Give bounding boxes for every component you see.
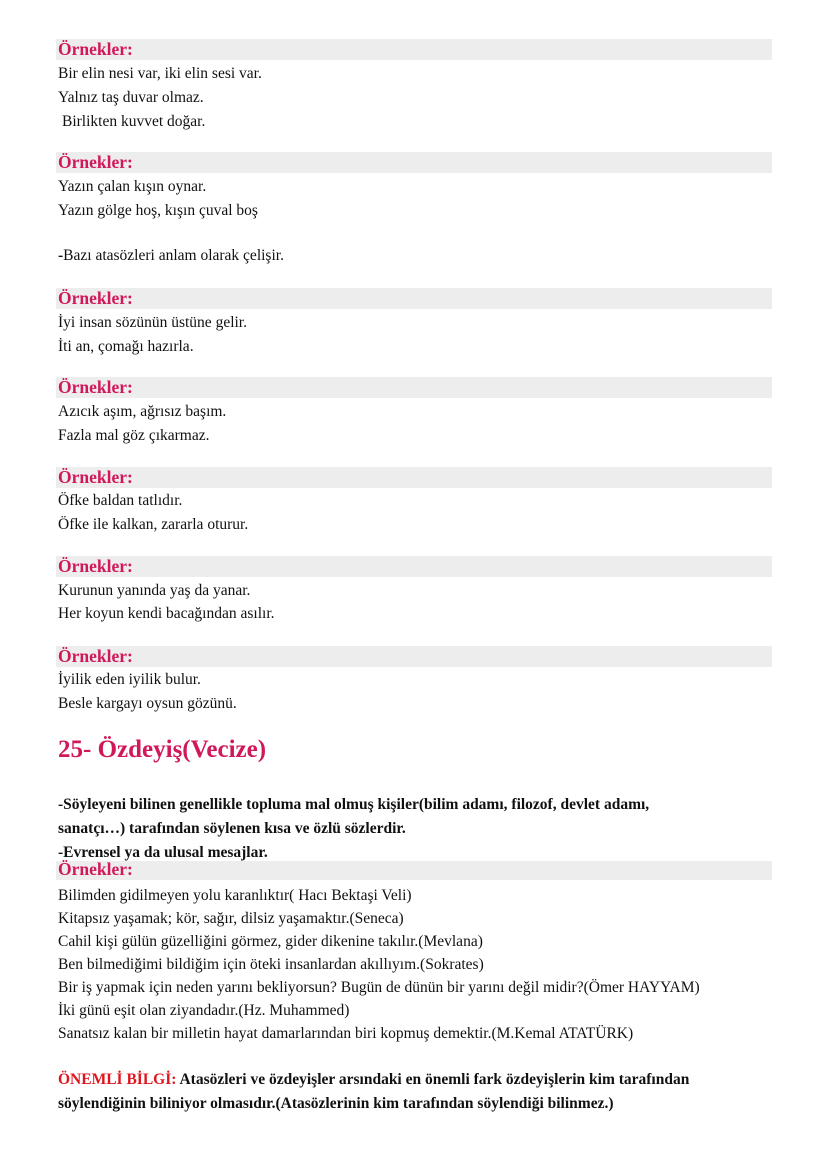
contradiction-note (58, 246, 284, 266)
examples-label: Örnekler: (58, 377, 133, 397)
examples-label: Örnekler: (58, 288, 133, 308)
proverb-line: İyilik eden iyilik bulur. (58, 671, 201, 688)
proverb-line: Öfke baldan tatlıdır. (58, 492, 183, 509)
proverb-line: Azıcık aşım, ağrısız başım. (58, 403, 227, 420)
proverb-line: Her koyun kendi bacağından asılır. (58, 605, 275, 622)
quote-line: Kitapsız yaşamak; kör, sağır, dilsiz yaşamaktır.(Seneca) (58, 910, 404, 927)
examples-label: Örnekler: (58, 859, 133, 879)
proverb-line: Besle kargayı oysun gözünü. (58, 695, 237, 712)
quote-line: Cahil kişi gülün güzelliğini görmez, gider dikenine takılır.(Mevlana) (58, 933, 483, 950)
quote-line: İki günü eşit olan ziyandadır.(Hz. Muhammed) (58, 1002, 350, 1019)
proverb-line: Birlikten kuvvet doğar. (62, 113, 206, 130)
quote-line: Ben bilmediğimi bildiğim için öteki insanlardan akıllıyım.(Sokrates) (58, 956, 484, 973)
examples-band (56, 556, 772, 577)
quote-line: Bir iş yapmak için neden yarını bekliyorsun? Bugün de dünün bir yarını değil midir?(Ömer HAYYAM) (58, 979, 700, 996)
definition-line: sanatçı…) tarafından söylenen kısa ve özlü sözlerdir. (58, 820, 406, 837)
important-info-label: ÖNEMLİ BİLGİ: (58, 1071, 177, 1088)
proverb-line: İti an, çomağı hazırla. (58, 338, 194, 355)
quote-line: Sanatsız kalan bir milletin hayat damarlarından biri kopmuş demektir.(M.Kemal ATATÜRK) (58, 1025, 634, 1042)
proverb-line: Yazın gölge hoş, kışın çuval boş (58, 202, 258, 219)
examples-label: Örnekler: (58, 467, 133, 487)
examples-band (56, 39, 772, 60)
definition-line: -Evrensel ya da ulusal mesajlar. (58, 844, 268, 861)
proverb-line: Kurunun yanında yaş da yanar. (58, 582, 251, 599)
proverb-line: Fazla mal göz çıkarmaz. (58, 427, 210, 444)
quote-line: Bilimden gidilmeyen yolu karanlıktır( Hacı Bektaşi Veli) (58, 887, 412, 904)
proverb-line: Yazın çalan kışın oynar. (58, 178, 207, 195)
proverb-line: İyi insan sözünün üstüne gelir. (58, 314, 247, 331)
examples-band (56, 288, 772, 309)
examples-label: Örnekler: (58, 152, 133, 172)
proverb-line: Öfke ile kalkan, zararla oturur. (58, 516, 249, 533)
note-dash: - (58, 247, 64, 264)
important-info-line: söylendiğinin biliniyor olmasıdır.(Atasözlerinin kim tarafından söylendiği bilinmez.) (58, 1095, 614, 1112)
examples-label: Örnekler: (58, 39, 133, 59)
note-text: Bazı atasözleri anlam olarak çelişir. (63, 247, 284, 264)
examples-band (56, 861, 772, 880)
section-heading: 25- Özdeyiş(Vecize) (58, 736, 267, 763)
examples-band (56, 152, 772, 173)
examples-band (56, 467, 772, 488)
definition-line: -Söyleyeni bilinen genellikle topluma mal olmuş kişiler(bilim adamı, filozof, devlet adamı, (58, 796, 650, 813)
important-info-text: Atasözleri ve özdeyişler arsındaki en önemli fark özdeyişlerin kim tarafından (176, 1071, 690, 1088)
proverb-line: Yalnız taş duvar olmaz. (58, 89, 204, 106)
examples-band (56, 646, 772, 667)
proverb-line: Bir elin nesi var, iki elin sesi var. (58, 65, 262, 82)
important-info (58, 1070, 689, 1090)
examples-band (56, 377, 772, 398)
examples-label: Örnekler: (58, 556, 133, 576)
examples-label: Örnekler: (58, 646, 133, 666)
